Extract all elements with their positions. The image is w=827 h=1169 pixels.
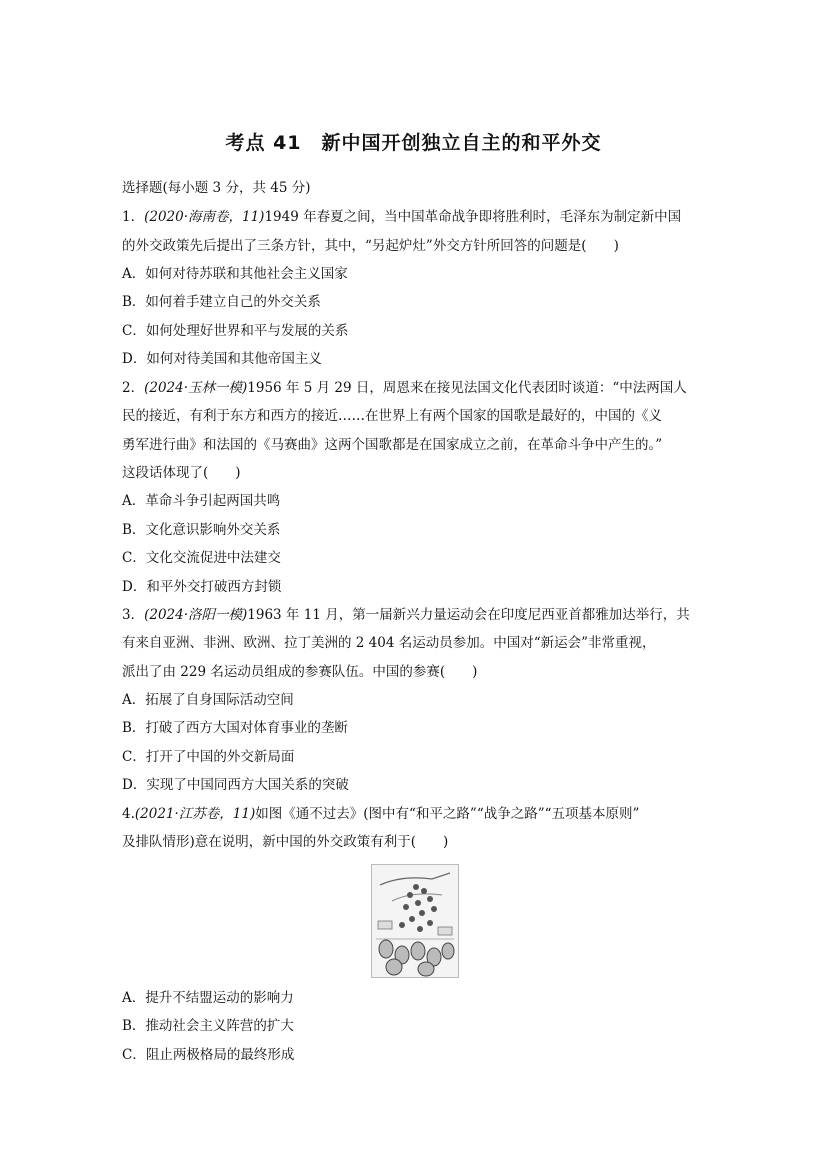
question-source: (2020·海南卷，11) [144,209,265,225]
option-a: A．如何对待苏联和其他社会主义国家 [122,266,348,282]
question-number: 4. [122,806,135,822]
question-text: 1963 年 11 月，第一届新兴力量运动会在印度尼西亚首都雅加达举行，共 [247,607,690,623]
question-number: 1． [122,209,145,225]
question-4 [122,804,712,824]
question-2-text-cont: 勇军进行曲》和法国的《马赛曲》这两个国歌都是在国家成立之前，在革命斗争中产生的。” [122,437,663,453]
question-text: 1956 年 5 月 29 日，周恩来在接见法国文化代表团时谈道：“中法两国人 [247,380,687,396]
option-a: A．提升不结盟运动的影响力 [122,990,294,1006]
question-4-text-cont: 及排队情形)意在说明，新中国的外交政策有利于( ) [122,834,449,850]
question-number: 3． [122,607,145,623]
option-b: B．如何着手建立自己的外交关系 [122,294,321,310]
option-b: B．推动社会主义阵营的扩大 [122,1018,294,1034]
question-source: (2024·洛阳一模) [144,607,248,623]
option-b: B．文化意识影响外交关系 [122,522,281,538]
question-3 [122,605,712,625]
question-2-text-cont: 民的接近，有利于东方和西方的接近……在世界上有两个国家的国歌是最好的，中国的《义 [122,408,662,424]
option-c: C．打开了中国的外交新局面 [122,749,295,765]
question-text: 1949 年春夏之间，当中国革命战争即将胜利时，毛泽东为制定新中国 [264,209,682,225]
question-2-text-cont: 这段话体现了( ) [122,465,241,481]
option-a: A．拓展了自身国际活动空间 [122,692,294,708]
question-2 [122,378,712,398]
question-1-text-cont: 的外交政策先后提出了三条方针，其中，“另起炉灶”外交方针所回答的问题是( ) [122,238,619,254]
option-d: D．和平外交打破西方封锁 [122,579,282,595]
section-heading: 选择题(每小题 3 分，共 45 分) [122,180,311,196]
question-source: (2024·玉林一模) [144,380,248,396]
question-number: 2． [122,380,145,396]
cartoon-illustration [371,864,459,978]
option-a: A．革命斗争引起两国共鸣 [122,493,281,509]
question-source: (2021·江苏卷，11) [134,806,256,822]
option-d: D．实现了中国同西方大国关系的突破 [122,777,349,793]
page-title: 考点 41 新中国开创独立自主的和平外交 [225,132,602,154]
option-c: C．文化交流促进中法建交 [122,550,281,566]
question-3-text-cont: 派出了由 229 名运动员组成的参赛队伍。中国的参赛( ) [122,664,478,680]
option-c: C．阻止两极格局的最终形成 [122,1047,295,1063]
question-1 [122,207,712,227]
option-d: D．如何对待美国和其他帝国主义 [122,351,322,367]
question-text: 如图《通不过去》(图中有“和平之路”“战争之路”“五项基本原则” [255,806,640,822]
option-c: C．如何处理好世界和平与发展的关系 [122,323,349,339]
option-b: B．打破了西方大国对体育事业的垄断 [122,720,348,736]
question-3-text-cont: 有来自亚洲、非洲、欧洲、拉丁美洲的 2 404 名运动员参加。中国对“新运会”非常重视， [122,635,656,651]
